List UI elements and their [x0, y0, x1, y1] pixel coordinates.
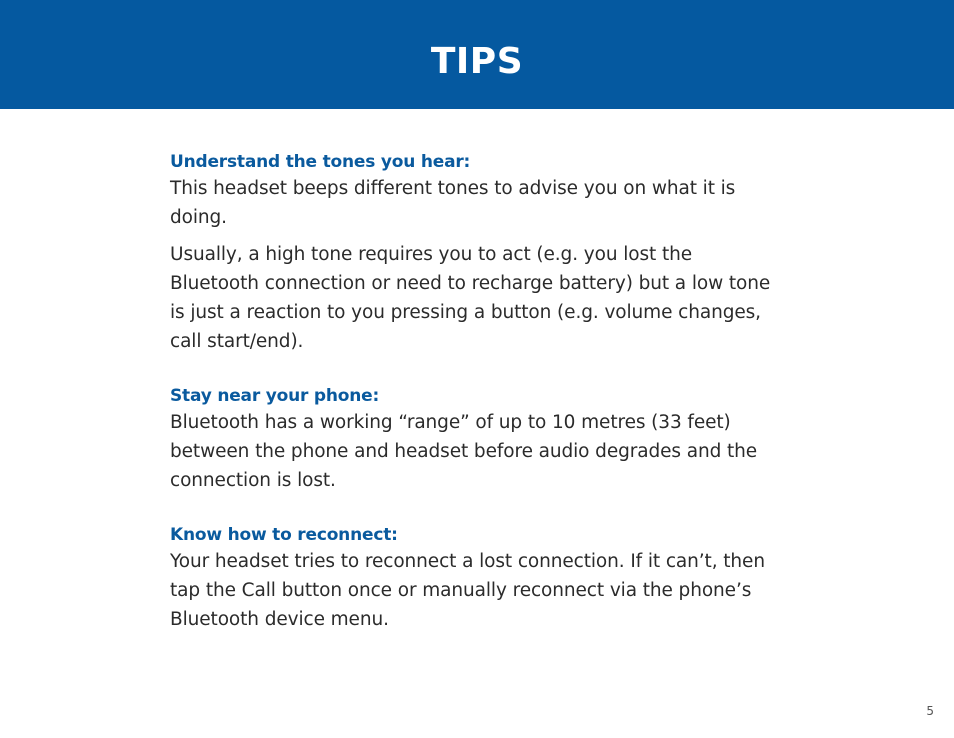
section-paragraph: Your headset tries to reconnect a lost connection. If it can’t, then tap the Call button once or manually reconnect via the phone’s Bluetooth device menu. — [170, 551, 765, 630]
section-paragraph: Bluetooth has a working “range” of up to 10 metres (33 feet) between the phone and headset before audio degrades and the connection is lost. — [170, 412, 758, 491]
section-heading: Stay near your phone: — [170, 386, 380, 406]
section-range — [170, 384, 780, 495]
section-paragraph: Usually, a high tone requires you to act (e.g. you lost the Bluetooth connection or need to recharge battery) but a low tone is just a reaction to you pressing a button (e.g. volume changes, call start/end). — [170, 244, 771, 352]
section-tones — [170, 150, 780, 356]
section-heading: Understand the tones you hear: — [170, 152, 471, 172]
section-gap — [170, 495, 780, 523]
section-paragraph: This headset beeps different tones to advise you on what it is doing. — [170, 178, 736, 228]
tips-content — [170, 150, 780, 634]
page-title: TIPS — [430, 41, 524, 82]
section-gap — [170, 356, 780, 384]
header-banner — [0, 0, 954, 109]
page-number: 5 — [926, 704, 934, 718]
section-reconnect — [170, 523, 780, 634]
section-heading: Know how to reconnect: — [170, 525, 398, 545]
